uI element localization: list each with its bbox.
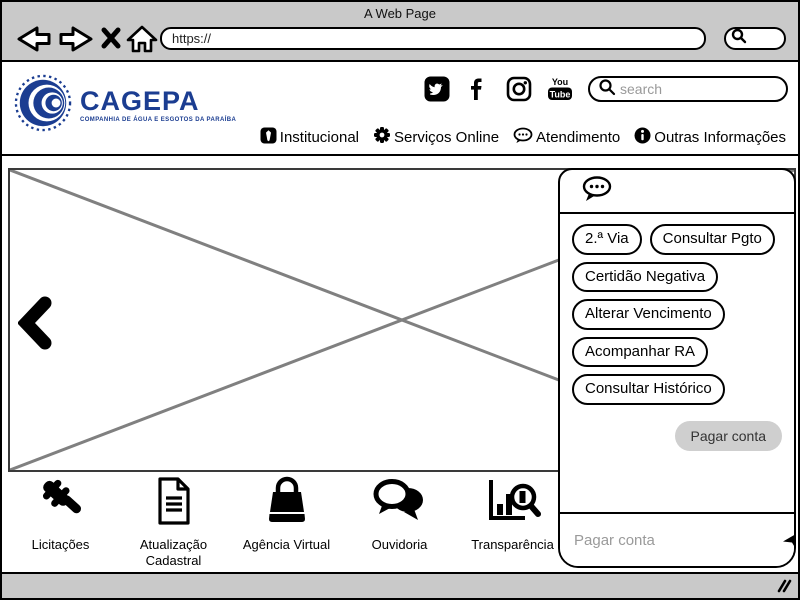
gavel-icon [35, 476, 87, 531]
logo-name: CAGEPA [80, 86, 200, 116]
chat-widget [558, 168, 796, 568]
nav-label: Serviços Online [394, 128, 500, 146]
quick-reply-row [572, 374, 784, 405]
chart-magnifier-icon [485, 476, 541, 531]
facebook-icon[interactable] [465, 76, 491, 102]
close-icon [100, 37, 122, 52]
cagepa-emblem-icon [14, 74, 72, 137]
home-icon [126, 42, 158, 57]
forward-arrow-icon [58, 42, 94, 57]
chat-bubble-icon [513, 127, 533, 148]
nav-label: Outras Informações [654, 128, 786, 146]
chat-header [560, 170, 794, 214]
quick-link-atualizacao-cadastral[interactable] [117, 476, 230, 570]
chat-input-bar [560, 512, 794, 566]
chat-input[interactable] [574, 532, 773, 549]
logo-text [80, 88, 236, 123]
info-icon [634, 127, 651, 148]
stop-button[interactable] [100, 27, 122, 49]
user-message-row [572, 421, 782, 451]
cagepa-logo [14, 74, 236, 137]
quick-link-transparencia[interactable] [456, 476, 569, 570]
quick-reply-row [572, 224, 784, 255]
site-search-input[interactable] [620, 81, 770, 97]
nav-item-servicos-online[interactable] [373, 126, 499, 148]
quick-reply-2a-via[interactable]: 2.ª Via [572, 224, 642, 255]
quick-reply-row [572, 337, 784, 368]
quick-reply-certidao-negativa[interactable]: Certidão Negativa [572, 262, 718, 293]
nav-label: Atendimento [536, 128, 621, 146]
back-button[interactable] [16, 24, 52, 54]
carousel-prev-button[interactable] [18, 296, 52, 350]
quick-reply-alterar-vencimento[interactable]: Alterar Vencimento [572, 299, 725, 330]
quick-reply-acompanhar-ra[interactable]: Acompanhar RA [572, 337, 708, 368]
quick-link-licitacoes[interactable] [4, 476, 117, 570]
search-icon [598, 78, 616, 101]
institution-icon [260, 127, 277, 148]
shopping-bag-icon [264, 476, 310, 531]
quick-link-agencia-virtual[interactable] [230, 476, 343, 570]
quick-link-label: Atualização Cadastral [139, 537, 208, 569]
status-bar [2, 572, 798, 598]
main-nav [260, 126, 786, 148]
chat-bubble-icon [580, 175, 614, 208]
chevron-left-icon [18, 338, 52, 353]
back-arrow-icon [16, 42, 52, 57]
quick-reply-row [572, 299, 784, 330]
chrome-search-button[interactable] [724, 27, 786, 50]
resize-handle-icon[interactable] [776, 579, 792, 593]
search-icon [730, 27, 748, 50]
svg-text:Tube: Tube [549, 89, 571, 100]
site-header [2, 64, 798, 156]
browser-chrome [2, 2, 798, 62]
quick-link-label: Transparência [471, 537, 554, 552]
url-input[interactable] [160, 27, 706, 50]
youtube-icon[interactable] [547, 76, 573, 102]
quick-reply-consultar-historico[interactable]: Consultar Histórico [572, 374, 725, 405]
document-icon [154, 476, 194, 531]
send-icon [781, 540, 796, 555]
quick-reply-row [572, 262, 784, 293]
quick-reply-consultar-pgto[interactable]: Consultar Pgto [650, 224, 775, 255]
speech-bubbles-icon [370, 476, 430, 531]
social-row [424, 76, 788, 102]
quick-link-label: Agência Virtual [242, 537, 331, 552]
home-button[interactable] [126, 24, 158, 54]
page-title: A Web Page [363, 6, 437, 21]
twitter-icon[interactable] [424, 76, 450, 102]
forward-button[interactable] [58, 24, 94, 54]
nav-label: Institucional [279, 128, 359, 146]
gear-icon [373, 126, 391, 148]
quick-link-label: Licitações [31, 537, 90, 552]
nav-item-outras-informacoes[interactable] [634, 127, 786, 148]
nav-item-institucional[interactable] [260, 127, 359, 148]
send-button[interactable] [781, 528, 796, 552]
logo-tagline: COMPANHIA DE ÁGUA E ESGOTOS DA PARAÍBA [80, 117, 237, 123]
user-message-bubble: Pagar conta [675, 421, 783, 451]
nav-item-atendimento[interactable] [513, 127, 620, 148]
quick-links [4, 476, 570, 570]
instagram-icon[interactable] [506, 76, 532, 102]
quick-link-label: Ouvidoria [371, 537, 428, 552]
site-search[interactable] [588, 76, 788, 102]
svg-text:You: You [551, 77, 569, 87]
chat-messages [560, 214, 794, 451]
quick-link-ouvidoria[interactable] [343, 476, 456, 570]
